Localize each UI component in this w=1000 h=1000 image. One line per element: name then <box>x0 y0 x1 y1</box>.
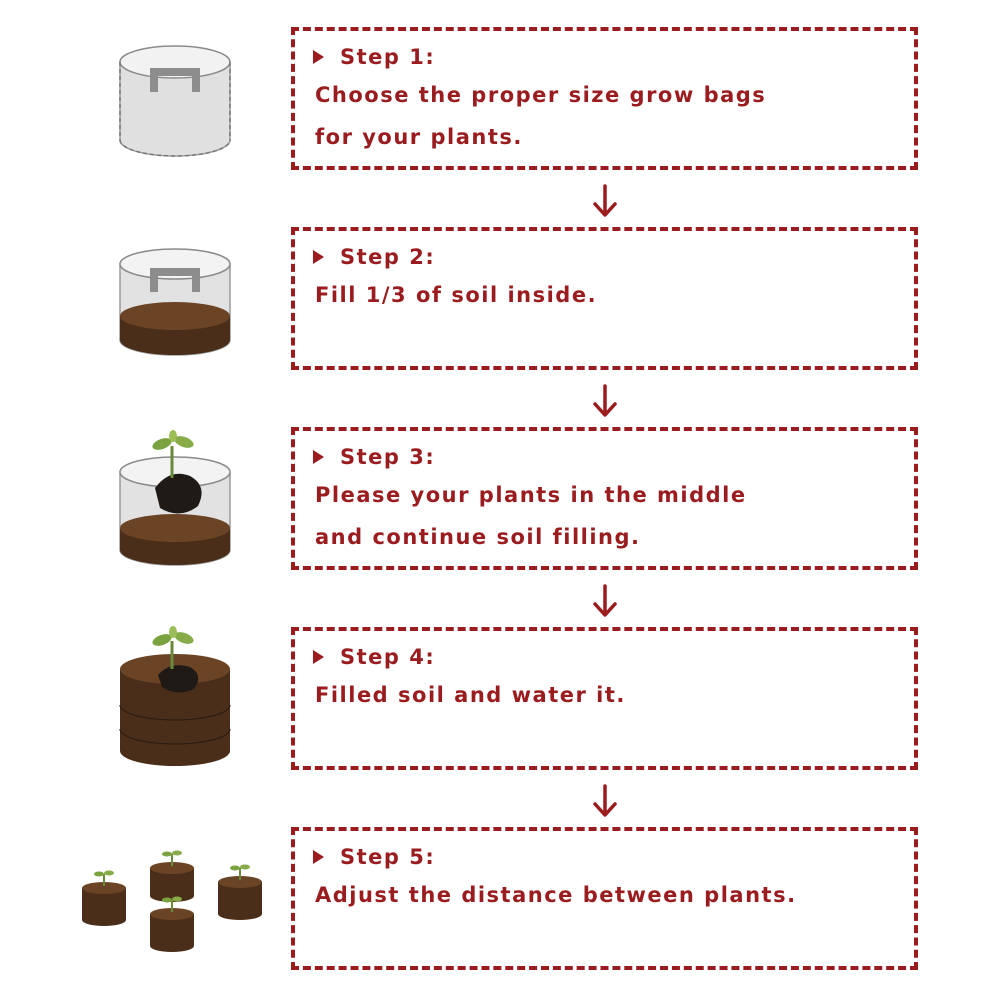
step-2-line-1: Fill 1/3 of soil inside. <box>315 283 598 307</box>
step-5-box <box>291 827 918 970</box>
step-3-heading <box>313 445 435 469</box>
step-4-line-1: Filled soil and water it. <box>315 683 626 707</box>
step-4-heading-text: Step 4: <box>340 645 436 669</box>
step-3-line-1: Please your plants in the middle <box>315 483 747 507</box>
step-5-heading <box>313 845 435 869</box>
down-arrow-icon <box>590 384 620 418</box>
down-arrow-icon <box>590 784 620 818</box>
step-1-heading-text: Step 1: <box>340 45 436 69</box>
step-1-line-2: for your plants. <box>315 125 523 149</box>
step-5-line-1: Adjust the distance between plants. <box>315 883 797 907</box>
bag-with-seedling-icon <box>110 428 240 573</box>
step-2-heading <box>313 245 435 269</box>
step-1-line-1: Choose the proper size grow bags <box>315 83 767 107</box>
down-arrow-icon <box>590 584 620 618</box>
filled-bag-with-seedling-icon <box>110 625 240 775</box>
step-2-heading-text: Step 2: <box>340 245 436 269</box>
step-4-heading <box>313 645 435 669</box>
down-arrow-icon <box>590 184 620 218</box>
step-4-box <box>291 627 918 770</box>
triangle-bullet-icon <box>313 450 324 464</box>
spaced-bags-icon <box>78 846 268 956</box>
triangle-bullet-icon <box>313 650 324 664</box>
step-3-heading-text: Step 3: <box>340 445 436 469</box>
triangle-bullet-icon <box>313 250 324 264</box>
empty-grow-bag-icon <box>110 38 240 168</box>
bag-one-third-soil-icon <box>110 240 240 370</box>
step-5-heading-text: Step 5: <box>340 845 436 869</box>
triangle-bullet-icon <box>313 50 324 64</box>
step-1-heading <box>313 45 435 69</box>
step-2-box <box>291 227 918 370</box>
step-3-box <box>291 427 918 570</box>
step-3-line-2: and continue soil filling. <box>315 525 641 549</box>
step-1-box <box>291 27 918 170</box>
triangle-bullet-icon <box>313 850 324 864</box>
